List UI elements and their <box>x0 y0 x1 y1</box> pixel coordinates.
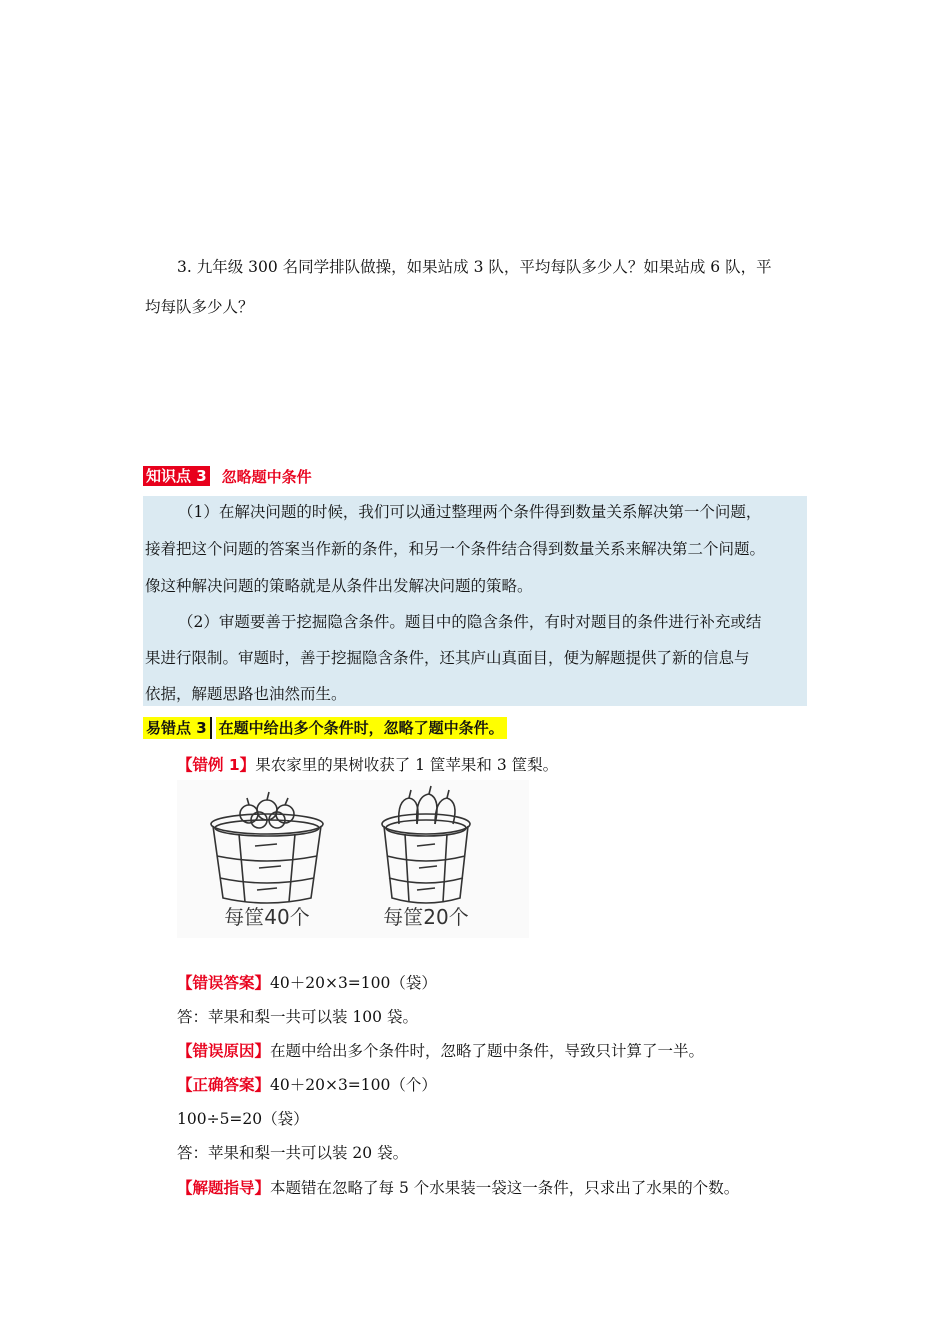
kp-paragraph-2: 接着把这个问题的答案当作新的条件，和另一个条件结合得到数量关系来解决第二个问题。 <box>145 540 766 558</box>
mistake-point-badge: 易错点 3 <box>143 717 212 739</box>
knowledge-point-badge: 知识点 3 <box>143 466 210 486</box>
kp-paragraph-4: （2）审题要善于挖掘隐含条件。题目中的隐含条件，有时对题目的条件进行补充或结 <box>178 613 762 631</box>
wrong-reason <box>177 1040 704 1062</box>
guidance-label: 【解题指导】 <box>177 1179 271 1197</box>
baskets-drawing <box>177 780 529 938</box>
basket-1-caption: 每筐40个 <box>224 905 310 929</box>
question-3-line-1: 3. 九年级 300 名同学排队做操，如果站成 3 队，平均每队多少人？如果站成 6 队，平 <box>177 258 772 276</box>
correct-reply: 答：苹果和梨一共可以装 20 袋。 <box>177 1144 409 1162</box>
baskets-illustration <box>177 780 529 938</box>
correct-answer-text: 40＋20×3=100（个） <box>270 1076 437 1094</box>
kp-paragraph-6: 依据，解题思路也油然而生。 <box>145 685 347 703</box>
correct-answer <box>177 1074 437 1096</box>
example-label: 【错例 1】 <box>177 756 256 774</box>
wrong-answer-reply: 答：苹果和梨一共可以装 100 袋。 <box>177 1008 418 1026</box>
kp-paragraph-3: 像这种解决问题的策略就是从条件出发解决问题的策略。 <box>145 577 533 595</box>
solution-guidance <box>177 1177 739 1199</box>
example-text: 果农家里的果树收获了 1 筐苹果和 3 筐梨。 <box>255 756 559 774</box>
knowledge-point-box <box>143 496 807 706</box>
example-1 <box>177 754 558 776</box>
wrong-answer <box>177 972 437 994</box>
pear-basket-icon <box>382 786 470 903</box>
mistake-point-heading: 在题中给出多个条件时，忽略了题中条件。 <box>216 717 507 739</box>
basket-2-caption: 每筐20个 <box>383 905 469 929</box>
wrong-answer-label: 【错误答案】 <box>177 974 271 992</box>
wrong-reason-label: 【错误原因】 <box>177 1042 271 1060</box>
correct-step-2: 100÷5=20（袋） <box>177 1110 309 1128</box>
knowledge-point-heading: 忽略题中条件 <box>221 467 312 486</box>
wrong-answer-text: 40＋20×3=100（袋） <box>270 974 437 992</box>
guidance-text: 本题错在忽略了每 5 个水果装一袋这一条件，只求出了水果的个数。 <box>270 1179 740 1197</box>
question-3-line-2: 均每队多少人？ <box>145 298 254 316</box>
mistake-point-title <box>143 717 507 739</box>
wrong-reason-text: 在题中给出多个条件时，忽略了题中条件，导致只计算了一半。 <box>270 1042 705 1060</box>
apple-basket-icon <box>211 792 323 903</box>
kp-paragraph-5: 果进行限制。审题时，善于挖掘隐含条件，还其庐山真面目，便为解题提供了新的信息与 <box>145 649 750 667</box>
kp-paragraph-1: （1）在解决问题的时候，我们可以通过整理两个条件得到数量关系解决第一个问题， <box>178 503 762 521</box>
correct-answer-label: 【正确答案】 <box>177 1076 271 1094</box>
knowledge-point-title <box>143 466 312 486</box>
